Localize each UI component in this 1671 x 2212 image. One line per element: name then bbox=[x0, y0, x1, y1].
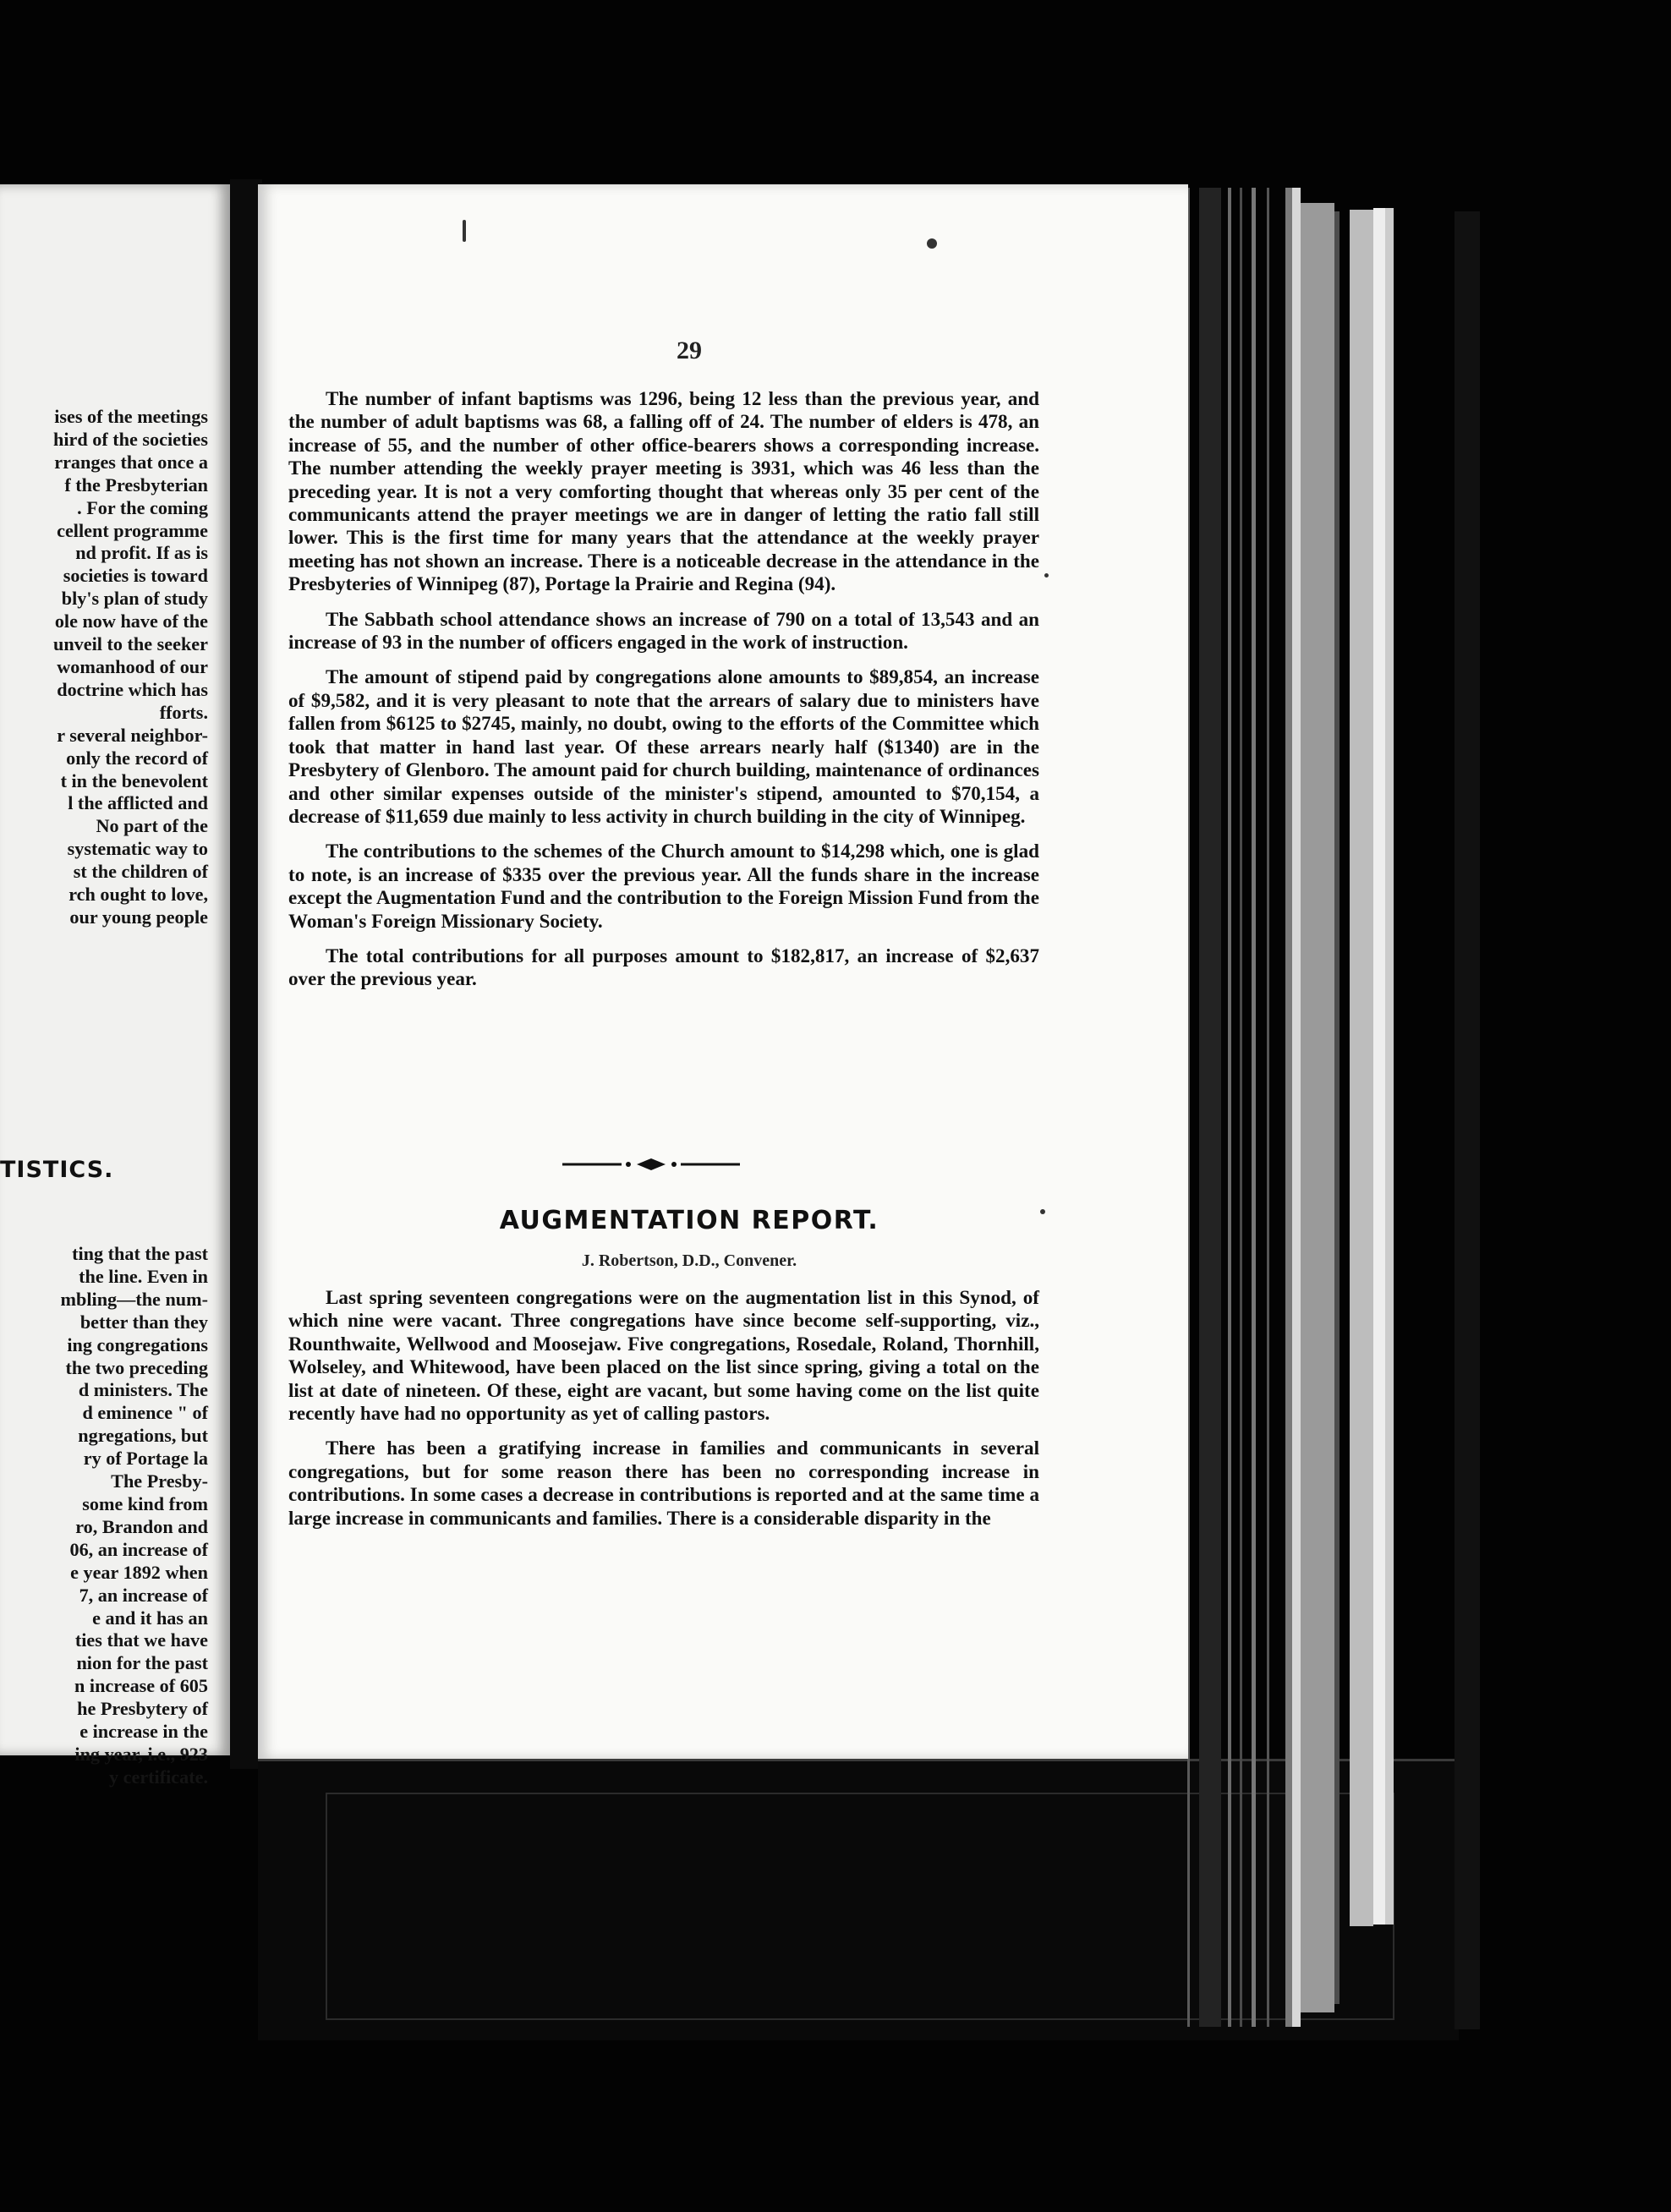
left-page-line: . For the coming bbox=[77, 496, 208, 518]
page-edge bbox=[1334, 211, 1340, 2004]
paragraph: The number of infant baptisms was 1296, being 12 less than the previous year, and the number of adult baptisms was 68, a falling off of 24. The number of elders is 478, an increase of 55, and the number of other office-bearers shows a corresponding increase. The number attending the weekly prayer meeting is 3931, which was 46 less than the preceding year. It is not a very comforting thought that whereas only 35 per cent of the communicants attend the prayer meetings we are in danger of letting the ratio fall still lower. This is the first time for many years that the attendance at the weekly prayer meeting has not shown an increase. There is a noticeable decrease in the attendance in the Presbyteries of Winnipeg (87), Portage la Prairie and Regina (94). bbox=[288, 387, 1039, 595]
left-page-line: ises of the meetings bbox=[54, 406, 208, 427]
page-edge bbox=[1252, 188, 1256, 2027]
left-page-line: he Presbytery of bbox=[77, 1698, 208, 1720]
left-page-line: n increase of 605 bbox=[74, 1675, 208, 1697]
left-page-line: mbling—the num- bbox=[60, 1288, 208, 1310]
left-page-line: st the children of bbox=[73, 861, 208, 883]
left-page-text-bottom bbox=[0, 1243, 208, 1789]
left-page-line: r several neighbor- bbox=[57, 724, 208, 746]
paragraph: The amount of stipend paid by congregations alone amounts to $89,854, an increase of $9,582, and it is very pleasant to note that the arrears of salary due to ministers have fallen from $6125 to $2745, mainly, no doubt, owing to the efforts of the Committee which took that matter in hand last year. Of these arrears nearly half ($1340) are in the Presbytery of Glenboro. The amount paid for church building, maintenance of ordinances and other similar expenses outside of the minister's stipend, amounted to $70,154, a decrease of $11,659 due mainly to less activity in church building in the city of Winnipeg. bbox=[288, 665, 1039, 827]
statistics-body-text bbox=[288, 387, 1039, 1003]
left-page-line: ry of Portage la bbox=[83, 1448, 208, 1470]
paragraph: Last spring seventeen congregations were on the augmentation list in this Synod, of which nine were vacant. Three congregations have since become self-supporting, viz., Rounthwaite, Wellwood and Moosejaw. Five congregations, Rosedale, Roland, Thornhill, Wolseley, and Whitewood, have been placed on the list since spring, giving a total on the list at date of nineteen. Of these, eight are vacant, but some having come on the list quite recently have had no opportunity as yet of calling pastors. bbox=[288, 1286, 1039, 1425]
page-edge bbox=[1285, 188, 1292, 2027]
left-page-line: rranges that once a bbox=[54, 451, 208, 473]
left-page-line: societies is toward bbox=[63, 565, 208, 587]
left-page-line: f the Presbyterian bbox=[64, 474, 208, 496]
left-page-line: systematic way to bbox=[67, 838, 208, 860]
left-page-line: ole now have of the bbox=[54, 610, 208, 632]
left-page-line: ing year, i.e., 923 bbox=[74, 1743, 208, 1765]
scan-mark bbox=[463, 220, 466, 242]
convener-line: J. Robertson, D.D., Convener. bbox=[581, 1251, 797, 1270]
left-page-line: nion for the past bbox=[76, 1652, 208, 1674]
left-page-line: cellent programme bbox=[57, 519, 208, 541]
left-page-line: ting that the past bbox=[72, 1243, 208, 1264]
page-edge bbox=[1455, 211, 1480, 2029]
scan-mark bbox=[927, 238, 937, 249]
left-page-line: l the afflicted and bbox=[68, 792, 208, 814]
left-page-line: ties that we have bbox=[74, 1629, 208, 1651]
paragraph: The total contributions for all purposes amount to $182,817, an increase of $2,637 over the previous year. bbox=[288, 944, 1039, 990]
left-page-line: the two preceding bbox=[65, 1356, 208, 1378]
left-page-line: t in the benevolent bbox=[60, 769, 208, 791]
page-edge bbox=[1350, 210, 1373, 1926]
section-heading: AUGMENTATION REPORT. bbox=[499, 1206, 879, 1235]
main-page bbox=[258, 184, 1188, 1759]
section-divider-ornament bbox=[562, 1157, 740, 1172]
paragraph: The Sabbath school attendance shows an increase of 790 on a total of 13,543 and an increase of 93 in the number of officers engaged in the work of instruction. bbox=[288, 607, 1039, 654]
left-page-line: 06, an increase of bbox=[69, 1538, 208, 1560]
left-page-line: No part of the bbox=[96, 815, 208, 837]
scan-mark bbox=[1044, 573, 1049, 578]
page-edge bbox=[1228, 188, 1231, 2027]
left-page-line: better than they bbox=[79, 1311, 208, 1333]
page-edge bbox=[1385, 208, 1394, 1925]
left-page-line: bly's plan of study bbox=[61, 588, 208, 610]
page-edge bbox=[1199, 188, 1221, 2027]
left-page-line: the line. Even in bbox=[79, 1265, 208, 1287]
left-page-line: e year 1892 when bbox=[70, 1561, 208, 1583]
left-page-text-top bbox=[0, 406, 208, 929]
left-page-line: ing congregations bbox=[67, 1333, 208, 1355]
page-edge bbox=[1240, 188, 1242, 2027]
page-edge bbox=[1301, 203, 1334, 2012]
left-page-line: y certificate. bbox=[108, 1766, 208, 1788]
augmentation-body-text bbox=[288, 1286, 1039, 1541]
left-page-line: ngregations, but bbox=[78, 1425, 208, 1447]
left-page-line: The Presby- bbox=[111, 1470, 208, 1492]
paragraph: There has been a gratifying increase in families and communicants in several congregations, but for some reason there has been no corresponding increase in contributions. In some cases a decrease in contributions is reported and at the same time a large increase in communicants and families. There is a considerable disparity in the bbox=[288, 1437, 1039, 1529]
book-cover-frame bbox=[326, 1793, 1394, 2020]
left-page-line: unveil to the seeker bbox=[52, 633, 208, 655]
left-page-line: womanhood of our bbox=[57, 655, 208, 677]
paragraph: The contributions to the schemes of the Church amount to $14,298 which, one is glad to note, is an increase of $335 over the previous year. All the funds share in the increase except the Augmentation Fund and the contribution to the Foreign Mission Fund from the Woman's Foreign Missionary Society. bbox=[288, 840, 1039, 932]
left-page-line: doctrine which has bbox=[57, 678, 208, 700]
left-page-line: fforts. bbox=[159, 701, 208, 723]
page-number: 29 bbox=[677, 337, 702, 364]
page-edge bbox=[1373, 208, 1385, 1925]
left-page-heading: TISTICS. bbox=[0, 1157, 114, 1183]
left-page-line: rch ought to love, bbox=[68, 884, 208, 906]
left-page-line: our young people bbox=[69, 906, 208, 928]
left-page-line: some kind from bbox=[82, 1492, 208, 1514]
left-page-line: hird of the societies bbox=[52, 428, 208, 450]
left-page-line: e increase in the bbox=[79, 1721, 208, 1743]
scan-mark bbox=[1040, 1209, 1045, 1214]
left-page-line: ro, Brandon and bbox=[75, 1515, 208, 1537]
page-edge bbox=[1292, 188, 1301, 2027]
left-page-line: e and it has an bbox=[92, 1607, 208, 1629]
left-page-line: d eminence " of bbox=[82, 1402, 208, 1424]
left-page-line: only the record of bbox=[66, 747, 208, 769]
page-edge bbox=[1267, 188, 1269, 2027]
left-page-line: 7, an increase of bbox=[79, 1584, 208, 1606]
left-page-line: d ministers. The bbox=[78, 1379, 208, 1401]
left-page-line: nd profit. If as is bbox=[75, 542, 208, 564]
left-facing-page bbox=[0, 184, 230, 1788]
